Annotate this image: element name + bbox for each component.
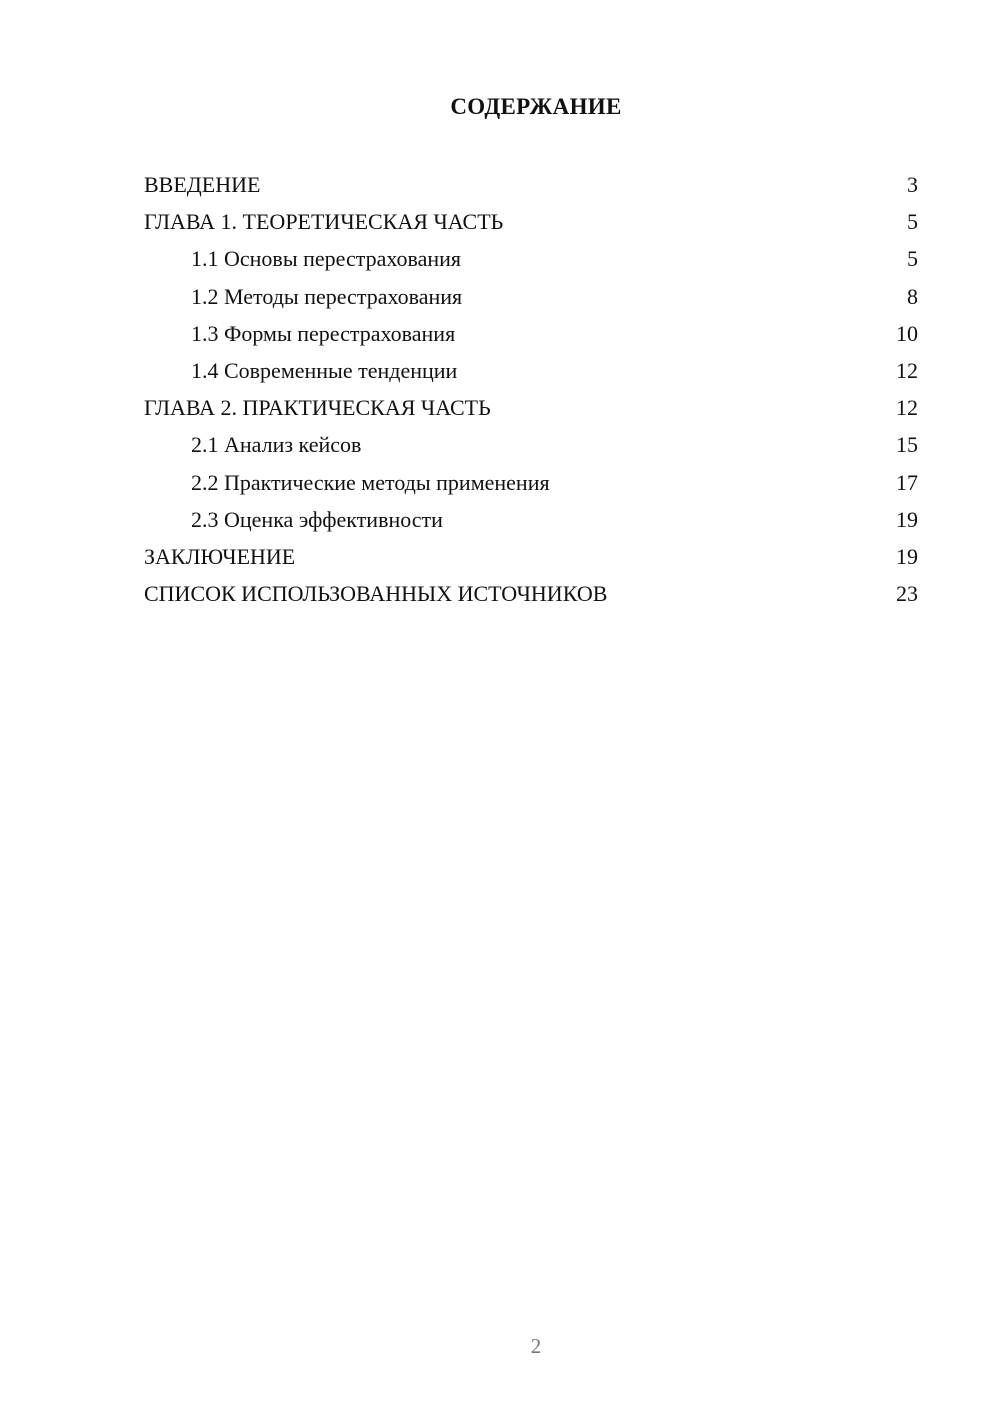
toc-entry-page: 3 xyxy=(907,172,918,197)
toc-entry xyxy=(144,240,918,277)
toc-entry-label: 1.3 Формы перестрахования xyxy=(191,320,456,346)
toc-entry-page: 8 xyxy=(907,283,918,309)
toc-entry-label: ЗАКЛЮЧЕНИЕ xyxy=(144,543,296,569)
toc-entry-page: 17 xyxy=(896,469,918,495)
toc-entry xyxy=(144,166,918,203)
toc-entry xyxy=(144,501,918,538)
toc-entry-page: 12 xyxy=(896,357,918,383)
toc-entry-label: 2.1 Анализ кейсов xyxy=(191,432,362,458)
page-number: 2 xyxy=(530,1334,542,1358)
toc-entry-page: 19 xyxy=(896,506,918,532)
toc-title: СОДЕРЖАНИЕ xyxy=(450,94,622,119)
toc-entry-page: 5 xyxy=(907,246,918,272)
toc-entry-label: ГЛАВА 2. ПРАКТИЧЕСКАЯ ЧАСТЬ xyxy=(144,395,491,421)
toc-entry-label: 2.2 Практические методы применения xyxy=(191,469,550,495)
toc-entry-page: 5 xyxy=(907,209,918,235)
toc-entry xyxy=(144,278,918,315)
toc-entry-label: 2.3 Оценка эффективности xyxy=(191,506,443,532)
toc-entry-label: 1.4 Современные тенденции xyxy=(191,357,458,383)
toc-entry-page: 19 xyxy=(896,543,918,569)
toc-entry xyxy=(144,426,918,463)
toc-entry-label: ГЛАВА 1. ТЕОРЕТИЧЕСКАЯ ЧАСТЬ xyxy=(144,209,504,235)
toc-entry xyxy=(144,315,918,352)
toc-entry-page: 15 xyxy=(896,432,918,458)
toc-entry xyxy=(144,203,918,240)
toc-entry-label: СПИСОК ИСПОЛЬЗОВАННЫХ ИСТОЧНИКОВ xyxy=(144,581,608,607)
toc-entry-label: 1.1 Основы перестрахования xyxy=(191,246,462,272)
toc-entry-page: 12 xyxy=(896,395,918,421)
toc-entry-label: 1.2 Методы перестрахования xyxy=(191,283,463,309)
toc-entry-label: ВВЕДЕНИЕ xyxy=(144,172,261,197)
toc-entry xyxy=(144,352,918,389)
toc-entry xyxy=(144,389,918,426)
toc-entry xyxy=(144,464,918,501)
toc-entry-page: 23 xyxy=(896,581,918,607)
table-of-contents xyxy=(144,166,918,612)
toc-entry xyxy=(144,538,918,575)
toc-entry xyxy=(144,575,918,612)
toc-entry-page: 10 xyxy=(896,320,918,346)
